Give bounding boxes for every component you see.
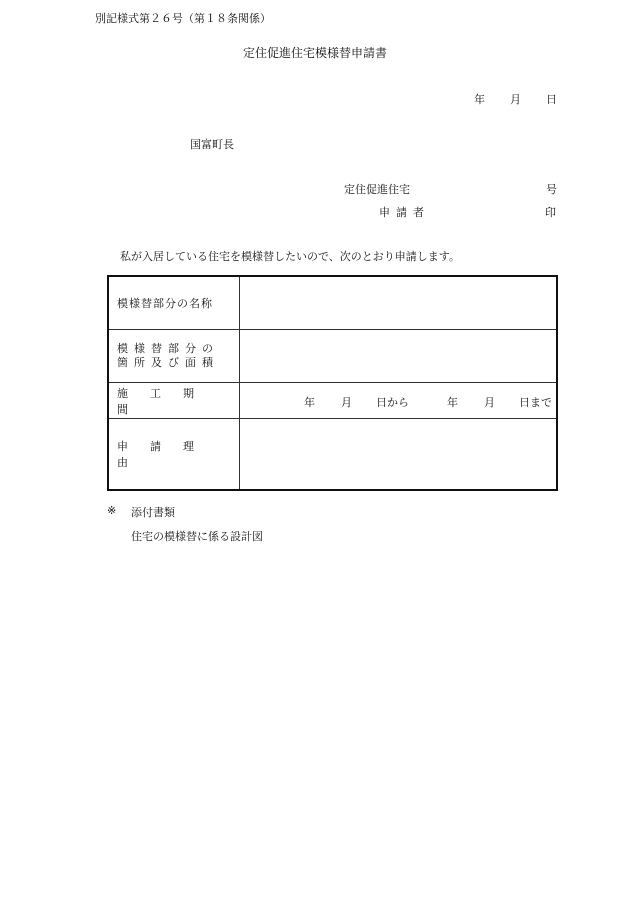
- document-title: 定住促進住宅模様替申請書: [242, 46, 387, 60]
- note-mark: ※: [107, 504, 117, 517]
- seal-mark: 印: [545, 206, 556, 219]
- part-name-field[interactable]: [240, 276, 558, 329]
- date-year-label: 年: [474, 93, 485, 106]
- period-month-end: 月: [484, 396, 495, 410]
- row-label-period-text: 施工期間: [117, 386, 216, 416]
- construction-period-field[interactable]: [240, 382, 558, 418]
- row-label-line1: 模様替部分の: [117, 341, 219, 355]
- form-number-label: 別記様式第２６号（第１８条関係）: [95, 12, 271, 25]
- table-row: [108, 329, 557, 382]
- reason-field[interactable]: [240, 419, 558, 490]
- application-table: [107, 275, 558, 491]
- table-row: [108, 382, 557, 418]
- attachment-item: 住宅の模様替に係る設計図: [131, 530, 263, 543]
- attachments-title: 添付書類: [131, 506, 175, 519]
- period-from: 日から: [376, 396, 409, 410]
- row-label-name-text: 模様替部分の名称: [117, 296, 213, 310]
- period-year-end: 年: [447, 396, 458, 410]
- row-label-line2: 箇所及び面積: [117, 355, 219, 369]
- period-until: 日まで: [519, 396, 552, 410]
- number-suffix: 号: [546, 183, 557, 196]
- date-day-label: 日: [546, 93, 557, 106]
- row-label-location-area: [108, 329, 240, 382]
- applicant-label: 申請者: [379, 206, 430, 219]
- table-row: [108, 419, 557, 490]
- row-label-reason: [108, 419, 240, 490]
- row-label-name: [108, 276, 240, 329]
- row-label-period: [108, 382, 240, 418]
- location-area-field[interactable]: [240, 329, 558, 382]
- addressee: 国富町長: [190, 138, 234, 151]
- table-row: [108, 276, 557, 329]
- period-year-start: 年: [304, 396, 315, 410]
- row-label-reason-text: 申請理由: [117, 440, 216, 470]
- date-month-label: 月: [510, 93, 521, 106]
- housing-label: 定住促進住宅: [344, 183, 410, 196]
- application-statement: 私が入居している住宅を模様替したいので、次のとおり申請します。: [120, 250, 460, 263]
- period-month-start: 月: [341, 396, 352, 410]
